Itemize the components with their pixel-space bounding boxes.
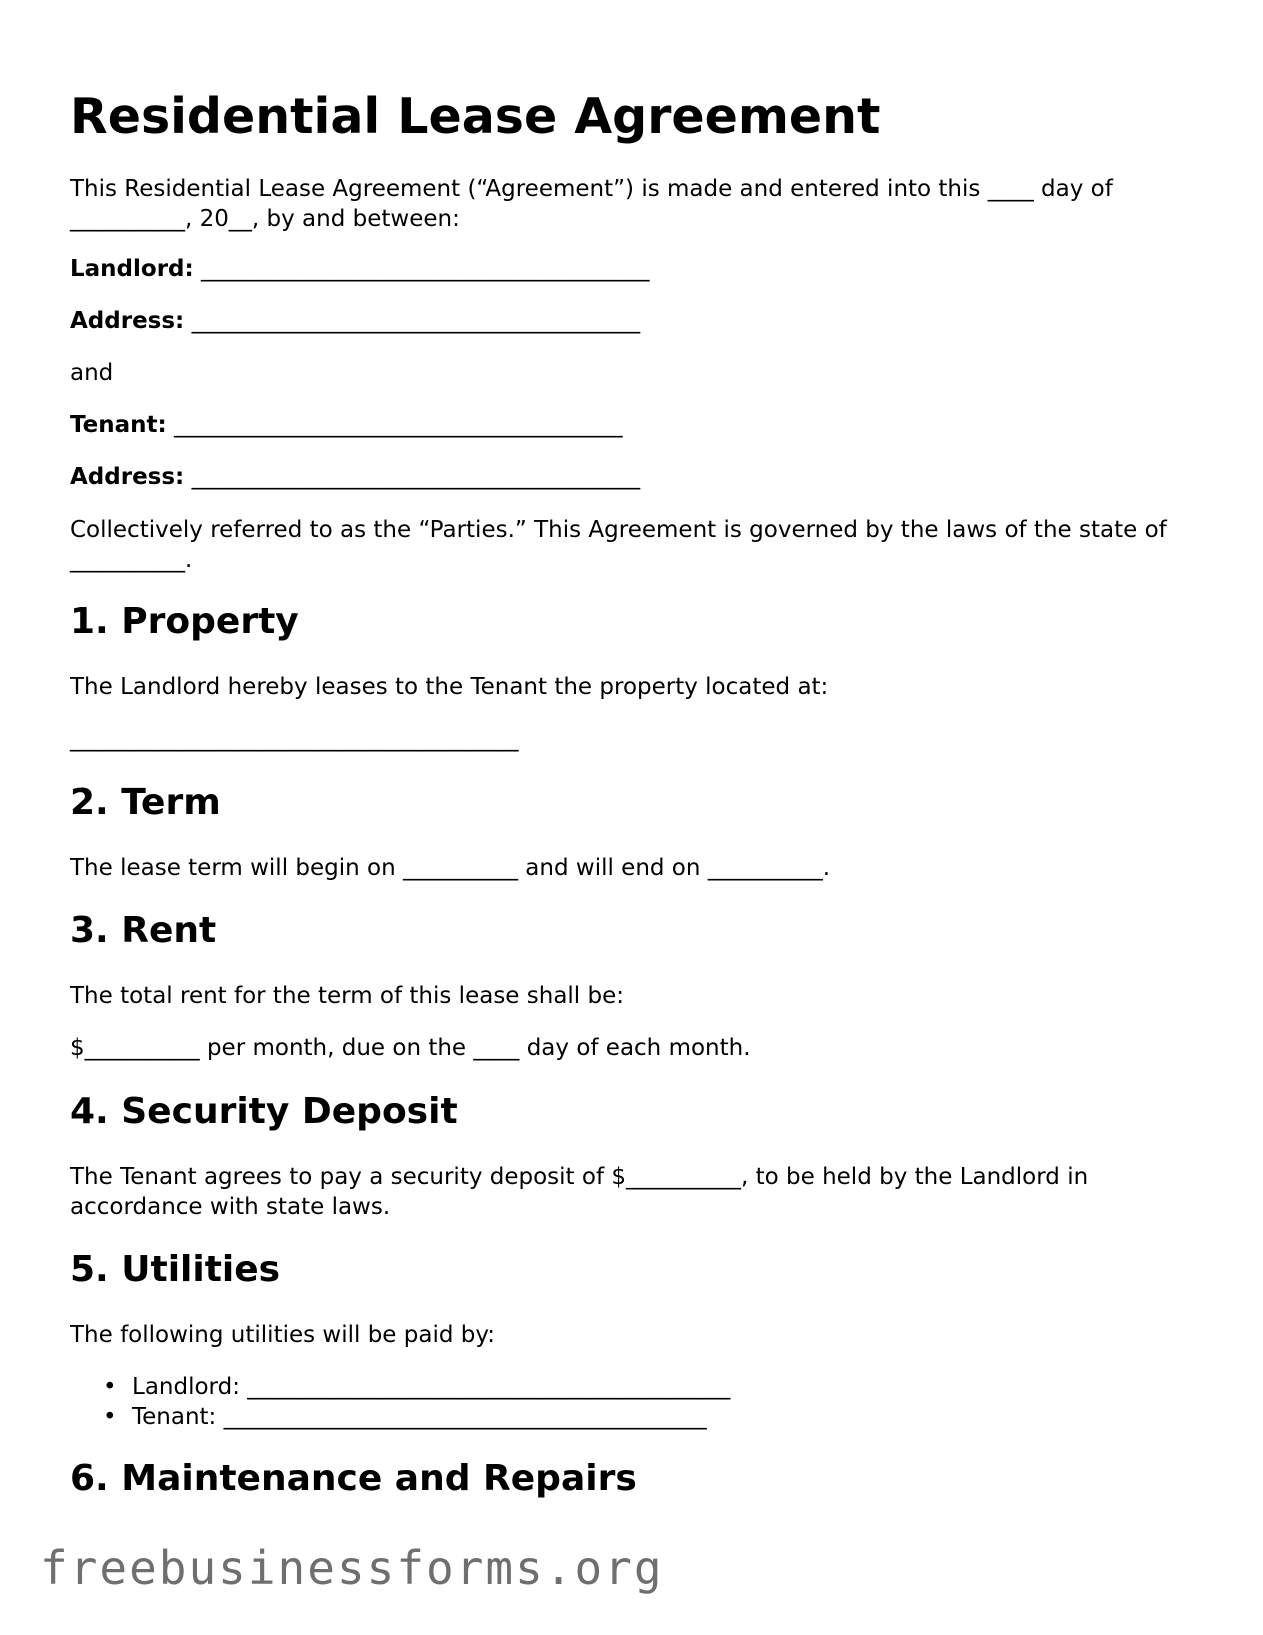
utilities-list (70, 1372, 730, 1432)
parties-paragraph: Collectively referred to as the “Parties.” This Agreement is governed by the laws of the state of __________. (70, 517, 1167, 573)
landlord-line (70, 254, 650, 284)
tenant-line (70, 410, 623, 440)
landlord-address-label: Address: (70, 308, 185, 334)
tenant-address-line (70, 462, 640, 492)
utilities-text: The following utilities will be paid by: (70, 1322, 496, 1348)
rent-detail: $__________ per month, due on the ____ day of each month. (70, 1035, 751, 1061)
section-heading-rent: 3. Rent (70, 910, 217, 951)
landlord-address-blank: _______________________________________ (191, 308, 641, 334)
list-item: • Landlord: __________________________________________ (70, 1372, 730, 1402)
landlord-address-line (70, 306, 640, 336)
intro-paragraph: This Residential Lease Agreement (“Agreement”) is made and entered into this ____ day of __________, 20__, by and between: (70, 176, 1113, 232)
rent-text: The total rent for the term of this lease shall be: (70, 983, 625, 1009)
section-heading-maintenance: 6. Maintenance and Repairs (70, 1458, 637, 1499)
property-text: The Landlord hereby leases to the Tenant the property located at: (70, 674, 829, 700)
list-item: • Tenant: __________________________________________ (70, 1402, 730, 1432)
section-heading-deposit: 4. Security Deposit (70, 1091, 458, 1132)
tenant-address-label: Address: (70, 464, 185, 490)
watermark: freebusinessforms.org (40, 1541, 664, 1595)
section-heading-utilities: 5. Utilities (70, 1249, 281, 1290)
landlord-blank: _______________________________________ (201, 256, 650, 282)
section-heading-property: 1. Property (70, 601, 299, 642)
landlord-label: Landlord: (70, 256, 194, 282)
deposit-text: The Tenant agrees to pay a security deposit of $__________, to be held by the Landlord in accordance with state laws. (70, 1164, 1089, 1220)
document-title: Residential Lease Agreement (70, 88, 881, 145)
property-blank: _______________________________________ (70, 726, 519, 752)
tenant-blank: _______________________________________ (174, 412, 623, 438)
tenant-label: Tenant: (70, 412, 167, 438)
and-text: and (70, 360, 114, 386)
term-text: The lease term will begin on __________ and will end on __________. (70, 855, 831, 881)
section-heading-term: 2. Term (70, 782, 221, 823)
tenant-address-blank: _______________________________________ (191, 464, 641, 490)
